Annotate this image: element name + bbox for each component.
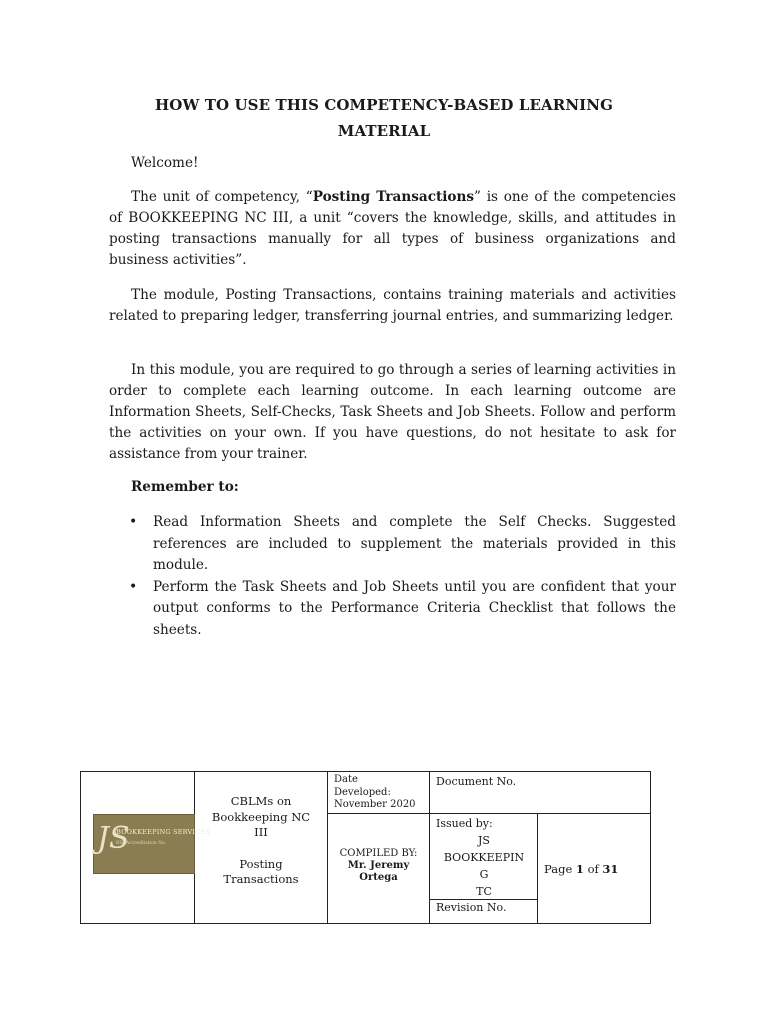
- date-label: Developed:: [334, 786, 391, 798]
- issued-label: Issued by:: [436, 817, 493, 830]
- page-current: 1: [575, 862, 584, 876]
- cblm-line: Transactions: [223, 872, 299, 886]
- para3-text: In this module, you are required to go through a series of learning activities in order to complete each learning outcome. In each learning outcome are Information Sheets, Self-Checks, Task Sheets and Job Sheets. Follow and perform the activities on your own. If you have questions, do not hesitate to ask for assistance from your trainer.: [109, 362, 676, 462]
- date-label: Date: [334, 774, 358, 785]
- page-title: [90, 92, 678, 144]
- date-value: November 2020: [334, 799, 416, 810]
- document-no-cell: Document No.: [436, 775, 517, 788]
- cblm-line: Posting: [239, 856, 283, 871]
- issued-line: JS: [478, 834, 490, 847]
- page-of: of: [583, 862, 603, 876]
- list-item: • Perform the Task Sheets and Job Sheets until you are confident that your output conforms to the Performance Criteria Checklist that follows the sheets.: [127, 577, 676, 642]
- paragraph-module: [109, 285, 676, 327]
- date-developed-cell: [334, 774, 429, 812]
- title-line-1: HOW TO USE THIS COMPETENCY-BASED LEARNING: [155, 96, 613, 114]
- title-line-2: MATERIAL: [337, 122, 431, 140]
- compiled-by-cell: [328, 848, 429, 884]
- remember-list: [127, 512, 676, 641]
- welcome-text: [109, 153, 676, 174]
- logo-initials: JS: [97, 821, 130, 856]
- revision-no-cell: Revision No.: [436, 901, 507, 914]
- cblm-line: CBLMs on: [230, 794, 292, 808]
- remember-heading: Remember to:: [131, 479, 239, 495]
- welcome-label: Welcome!: [131, 155, 199, 171]
- paragraph-learning-activities: [109, 360, 676, 465]
- paragraph-unit-of-competency: [109, 187, 676, 271]
- cblm-line: III: [254, 825, 268, 839]
- page-number-cell: [544, 862, 618, 876]
- issued-line: G: [479, 868, 489, 881]
- logo-tagline: BIR Accreditation No.: [116, 841, 167, 846]
- para2-text: The module, Posting Transactions, contains training materials and activities related to preparing ledger, transferring journal entries, and summarizing ledger.: [109, 287, 676, 324]
- compiled-name: Mr. Jeremy: [347, 860, 410, 871]
- issued-line: TC: [476, 885, 492, 898]
- company-logo: [93, 814, 210, 874]
- para1-pre: The unit of competency, “: [131, 189, 313, 205]
- cblm-line: Bookkeeping NC: [211, 809, 311, 824]
- compiled-label: COMPILED BY:: [339, 848, 418, 859]
- issued-by-cell: [436, 815, 537, 900]
- para1-post: ” is one of the competencies of BOOKKEEPING NC III, a unit “covers the knowledge, skills, and attitudes in posting transactions manually for all types of business organizations and business activities”.: [109, 189, 677, 268]
- logo-name: BOOKKEEPING SERVICES: [116, 828, 210, 836]
- para1-bold: Posting Transactions: [312, 189, 475, 205]
- issued-line: BOOKKEEPIN: [443, 851, 525, 864]
- page-total: 31: [602, 862, 619, 876]
- cblm-title-cell: [195, 794, 327, 888]
- compiled-name: Ortega: [359, 872, 398, 883]
- footer-table: [80, 771, 651, 924]
- list-item: • Read Information Sheets and complete the Self Checks. Suggested references are included to supplement the materials provided in this module.: [127, 512, 676, 577]
- page-prefix: Page: [544, 862, 576, 876]
